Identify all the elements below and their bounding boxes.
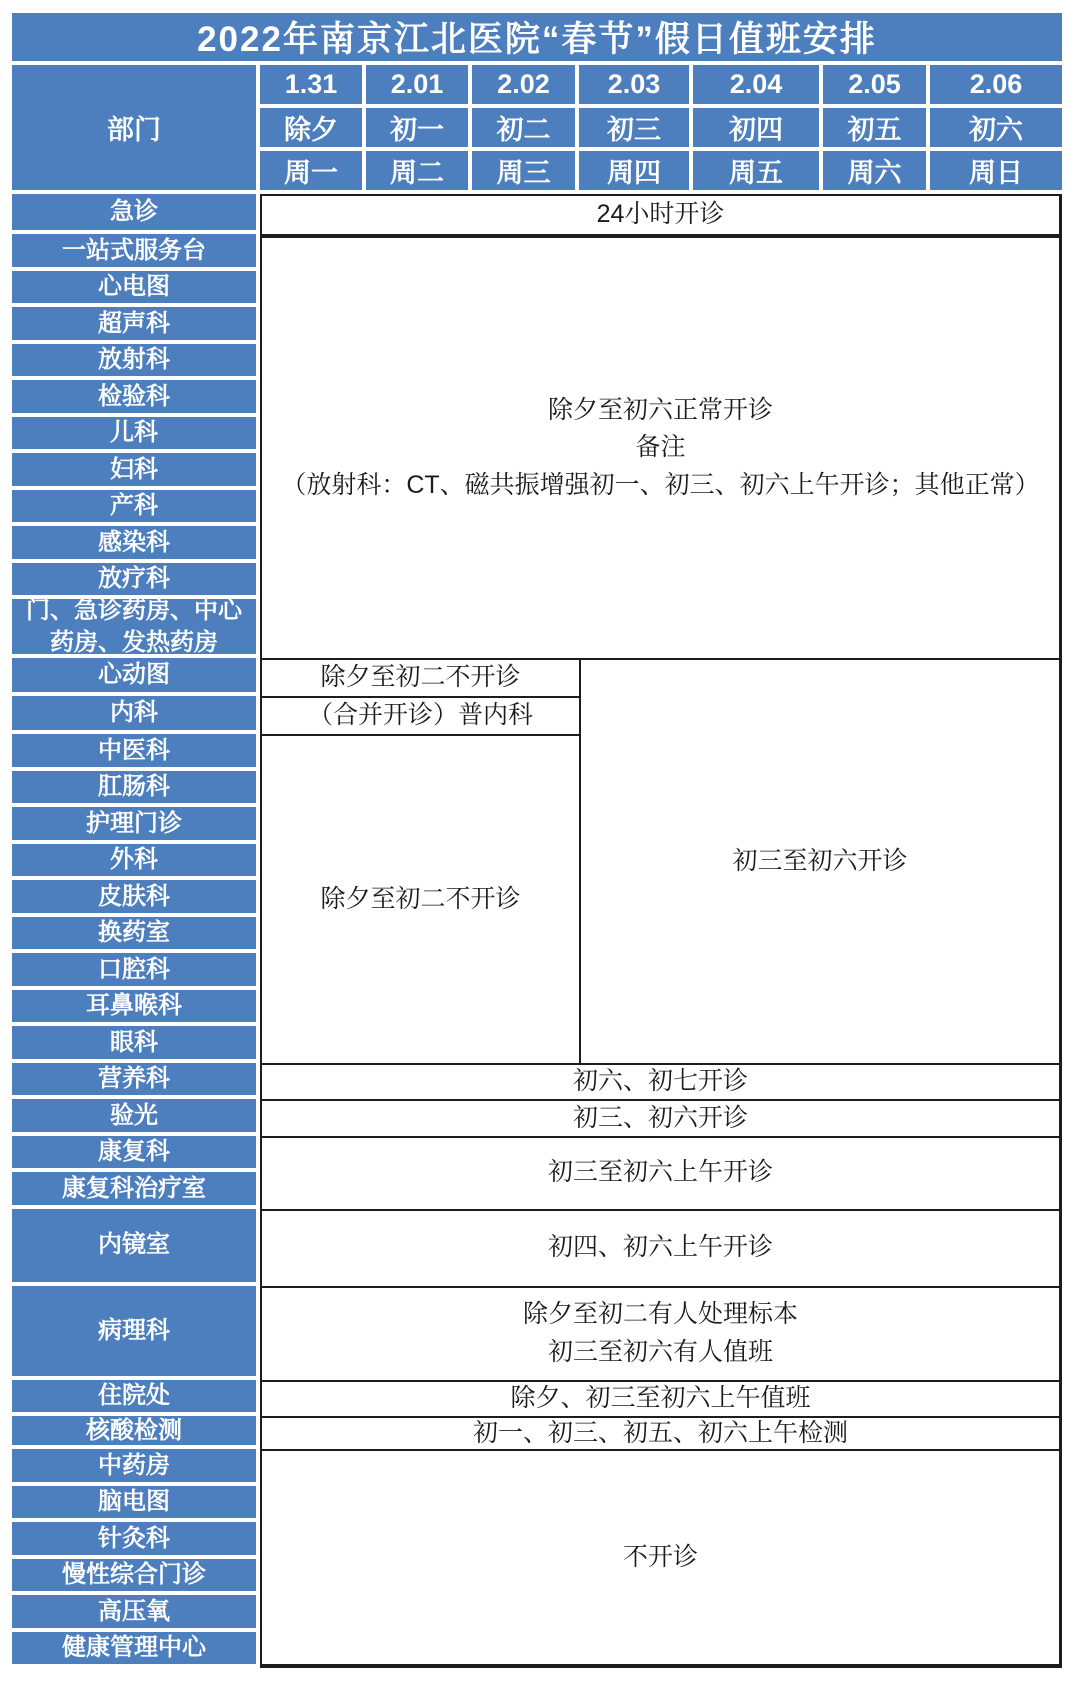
dept-cell: 中药房 bbox=[12, 1449, 260, 1486]
dept-cell: 脑电图 bbox=[12, 1486, 260, 1523]
dept-cell: 外科 bbox=[12, 844, 260, 881]
dept-cell: 口腔科 bbox=[12, 953, 260, 990]
weekday-header: 周六 bbox=[823, 151, 930, 194]
dept-cell: 病理科 bbox=[12, 1286, 260, 1380]
dept-cell: 产科 bbox=[12, 490, 260, 527]
dept-cell: 肛肠科 bbox=[12, 771, 260, 808]
dept-cell: 护理门诊 bbox=[12, 807, 260, 844]
weekday-header: 周一 bbox=[260, 151, 366, 194]
dept-cell: 检验科 bbox=[12, 380, 260, 417]
dept-cell: 超声科 bbox=[12, 307, 260, 344]
dept-cell: 心动图 bbox=[12, 658, 260, 696]
remark-label: 备注 bbox=[635, 433, 686, 462]
date-header: 2.05 bbox=[823, 65, 930, 108]
dept-column-header: 部门 bbox=[12, 65, 260, 194]
lunar-day-header: 初三 bbox=[579, 108, 693, 151]
dept-cell: 慢性综合门诊 bbox=[12, 1559, 260, 1596]
date-header: 2.04 bbox=[693, 65, 823, 108]
dept-cell: 康复科 bbox=[12, 1136, 260, 1173]
dept-cell: 放疗科 bbox=[12, 563, 260, 600]
dept-cell: 针灸科 bbox=[12, 1522, 260, 1559]
pathology-line-1: 除夕至初二有人处理标本 bbox=[522, 1300, 798, 1328]
date-header: 2.03 bbox=[579, 65, 693, 108]
pathology-line-2: 初三至初六有人值班 bbox=[547, 1337, 773, 1366]
holiday-schedule-table bbox=[12, 13, 1062, 1668]
dept-cell: 皮肤科 bbox=[12, 880, 260, 917]
lunar-day-header: 初六 bbox=[930, 108, 1062, 151]
dept-cell: 验光 bbox=[12, 1099, 260, 1136]
optometry-schedule-cell: 初三、初六开诊 bbox=[260, 1099, 1062, 1136]
weekday-header: 周四 bbox=[579, 151, 693, 194]
weekday-header: 周三 bbox=[472, 151, 579, 194]
nutrition-schedule-cell: 初六、初七开诊 bbox=[260, 1063, 1062, 1100]
dept-cell: 门、急诊药房、中心药房、发热药房 bbox=[12, 599, 260, 658]
closed-schedule-cell: 不开诊 bbox=[260, 1449, 1062, 1668]
lunar-day-header: 初四 bbox=[693, 108, 823, 151]
endoscopy-schedule-cell: 初四、初六上午开诊 bbox=[260, 1209, 1062, 1286]
dept-cell: 高压氧 bbox=[12, 1595, 260, 1632]
date-header: 2.02 bbox=[472, 65, 579, 108]
dept-cell: 儿科 bbox=[12, 417, 260, 454]
rehab-schedule-cell: 初三至初六上午开诊 bbox=[260, 1136, 1062, 1209]
remark-detail: （放射科：CT、磁共振增强初一、初三、初六上午开诊；其他正常） bbox=[281, 470, 1040, 499]
dept-cell: 感染科 bbox=[12, 526, 260, 563]
dept-cell: 内科 bbox=[12, 696, 260, 734]
dept-cell: 眼科 bbox=[12, 1026, 260, 1063]
lunar-day-header: 初五 bbox=[823, 108, 930, 151]
date-header: 2.06 bbox=[930, 65, 1062, 108]
dept-cell: 心电图 bbox=[12, 271, 260, 308]
normal-open-schedule-cell bbox=[260, 234, 1062, 658]
dept-cell: 中医科 bbox=[12, 734, 260, 771]
normal-open-line: 除夕至初六正常开诊 bbox=[547, 395, 773, 424]
lunar-day-header: 初二 bbox=[472, 108, 579, 151]
dept-cell: 核酸检测 bbox=[12, 1416, 260, 1449]
dept-cell: 换药室 bbox=[12, 917, 260, 954]
closed-eve-to-day2-schedule-cell: 除夕至初二不开诊 bbox=[260, 734, 579, 1063]
dept-cell: 健康管理中心 bbox=[12, 1632, 260, 1669]
dept-cell: 耳鼻喉科 bbox=[12, 990, 260, 1027]
dept-cell: 放射科 bbox=[12, 344, 260, 381]
dept-cell: 内镜室 bbox=[12, 1209, 260, 1286]
emergency-schedule-cell: 24小时开诊 bbox=[260, 194, 1062, 234]
date-header: 1.31 bbox=[260, 65, 366, 108]
date-header: 2.01 bbox=[366, 65, 472, 108]
nucleic-acid-schedule-cell: 初一、初三、初五、初六上午检测 bbox=[260, 1416, 1062, 1449]
lunar-day-header: 初一 bbox=[366, 108, 472, 151]
dept-cell: 康复科治疗室 bbox=[12, 1172, 260, 1209]
internal-medicine-schedule-cell: （合并开诊）普内科 bbox=[260, 696, 579, 734]
admission-schedule-cell: 除夕、初三至初六上午值班 bbox=[260, 1380, 1062, 1417]
lunar-day-header: 除夕 bbox=[260, 108, 366, 151]
dept-cell: 住院处 bbox=[12, 1380, 260, 1417]
weekday-header: 周五 bbox=[693, 151, 823, 194]
pathology-schedule-cell bbox=[260, 1286, 1062, 1380]
dept-cell: 急诊 bbox=[12, 194, 260, 234]
dynamic-ecg-schedule-cell: 除夕至初二不开诊 bbox=[260, 658, 579, 696]
table-title: 2022年南京江北医院“春节”假日值班安排 bbox=[12, 13, 1062, 65]
open-day3-to-day6-schedule-cell: 初三至初六开诊 bbox=[579, 658, 1062, 1063]
dept-cell: 一站式服务台 bbox=[12, 234, 260, 271]
weekday-header: 周二 bbox=[366, 151, 472, 194]
weekday-header: 周日 bbox=[930, 151, 1062, 194]
dept-cell: 营养科 bbox=[12, 1063, 260, 1100]
dept-cell: 妇科 bbox=[12, 453, 260, 490]
